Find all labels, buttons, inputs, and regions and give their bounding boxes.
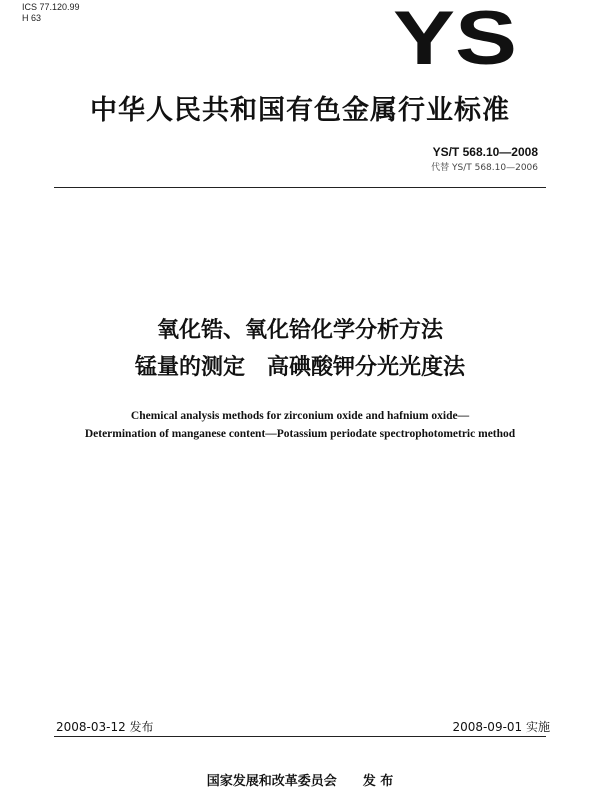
title-cn-line1: 氧化锆、氧化铪化学分析方法	[156, 318, 443, 343]
issue-date: 2008-03-12 发布	[56, 720, 154, 734]
ccs-code: H 63	[22, 13, 42, 23]
footer-divider	[54, 736, 546, 737]
ys-logo-text: YS	[393, 4, 517, 70]
replaces-standard: 代替 YS/T 568.10—2006	[431, 163, 538, 173]
header-divider	[54, 187, 546, 188]
standard-number: YS/T 568.10—2008	[432, 145, 538, 159]
issuing-authority: 国家发展和改革委员会 发 布	[206, 774, 394, 789]
organization-title: 中华人民共和国有色金属行业标准	[90, 95, 510, 126]
ys-logo	[390, 4, 520, 70]
title-cn-line2: 锰量的测定 高碘酸钾分光光度法	[134, 355, 465, 380]
title-en-line2: Determination of manganese content—Potassium periodate spectrophotometric method	[84, 428, 516, 440]
ics-code: ICS 77.120.99	[22, 2, 80, 12]
implementation-date: 2008-09-01 实施	[452, 720, 550, 734]
title-en-line1: Chemical analysis methods for zirconium oxide and hafnium oxide—	[130, 410, 470, 422]
